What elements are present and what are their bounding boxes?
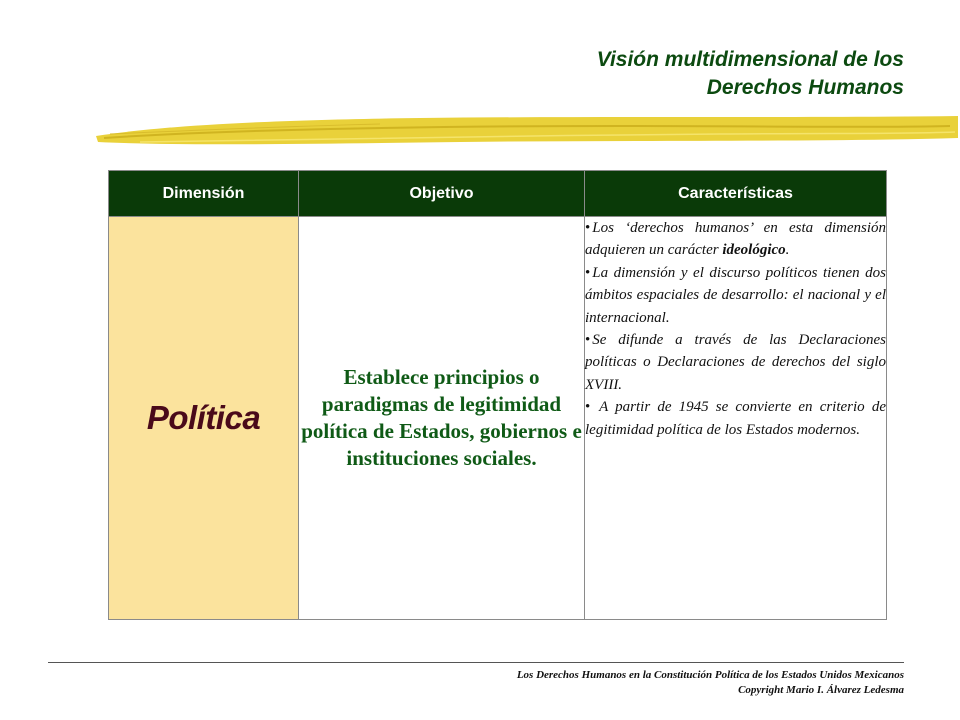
footer-line-1: Los Derechos Humanos en la Constitución Política de los Estados Unidos Mexicanos — [516, 669, 904, 681]
footer-divider — [48, 662, 904, 663]
list-item: • La dimensión y el discurso políticos tienen dos ámbitos espaciales de desarrollo: el nacional y el internacional. — [585, 264, 886, 326]
list-item: • Los ‘derechos humanos’ en esta dimensión adquieren un carácter ideológico. — [585, 220, 886, 259]
bullet-icon: • — [585, 332, 591, 349]
dimension-cell: Política — [109, 217, 299, 620]
header-characteristics: Características — [585, 171, 887, 217]
slide-title — [597, 46, 904, 102]
bullet-icon: • — [585, 220, 591, 236]
yellow-brush-stroke — [0, 108, 960, 152]
list-item: • A partir de 1945 se convierte en criterio de legitimidad política de los Estados modernos. — [585, 399, 886, 438]
bullet-icon: • — [585, 399, 591, 416]
bullet-icon: • — [585, 264, 591, 281]
footer — [517, 668, 904, 698]
footer-line-2: Copyright Mario I. Álvarez Ledesma — [738, 684, 904, 696]
slide-title-line-2: Derechos Humanos — [706, 76, 904, 99]
characteristics-list — [585, 217, 886, 441]
header-objective: Objetivo — [299, 171, 585, 217]
slide-title-line-1: Visión multidimensional de los — [596, 48, 904, 71]
header-dimension: Dimensión — [109, 171, 299, 217]
table-header-row — [109, 171, 887, 217]
characteristics-cell — [585, 217, 887, 620]
dimensions-table — [108, 170, 887, 620]
table-row — [109, 217, 887, 620]
objective-cell: Establece principios o paradigmas de legitimidad política de Estados, gobiernos e instituciones sociales. — [299, 217, 585, 620]
list-item: • Se difunde a través de las Declaraciones políticas o Declaraciones de derechos del siglo XVIII. — [585, 332, 886, 393]
